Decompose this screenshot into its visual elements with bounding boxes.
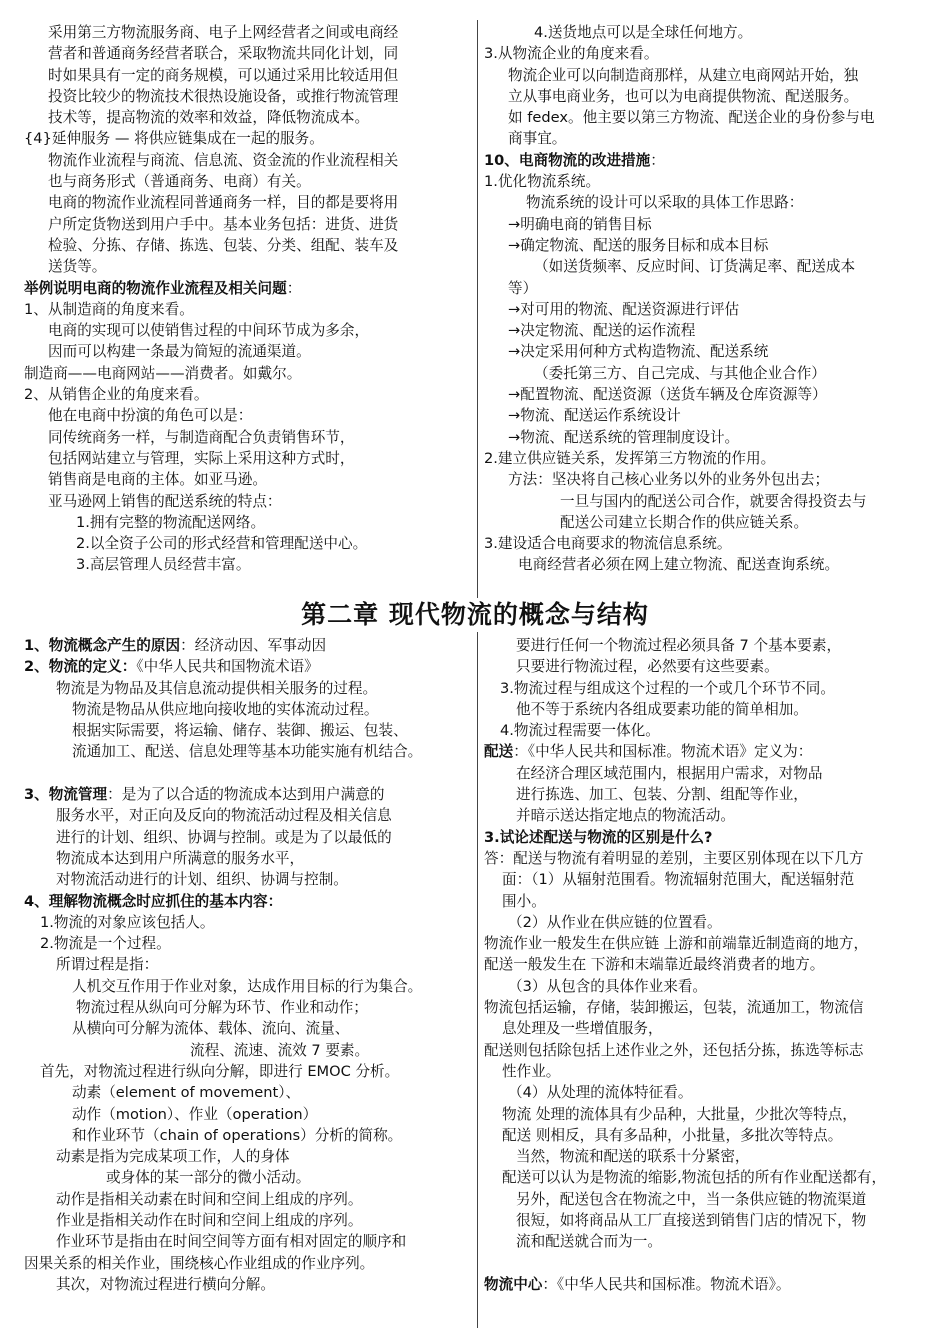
text-line [484, 635, 934, 656]
bold-heading: 4、理解物流概念时应抓住的基本内容： [24, 892, 283, 910]
line-text: 营者和普通商务经营者联合，采取物流共同化计划，同 [48, 45, 399, 63]
text-line [484, 827, 934, 848]
line-text: 商事宜。 [508, 130, 567, 148]
line-text: ： [650, 151, 665, 169]
text-line [20, 1253, 472, 1274]
text-line [20, 43, 472, 64]
text-line [20, 827, 472, 848]
line-text: 作业环节是指由在时间空间等方面有相对固定的顺序和 [56, 1233, 407, 1251]
text-line [484, 1125, 934, 1146]
line-text: 息处理及一些增值服务， [502, 1020, 663, 1038]
text-line [20, 256, 472, 277]
text-line [20, 1167, 472, 1188]
line-text: 动作是指相关动素在时间和空间上组成的序列。 [56, 1190, 363, 1208]
text-line [484, 1274, 934, 1295]
text-line [484, 491, 934, 512]
text-line [20, 214, 472, 235]
text-line [20, 65, 472, 86]
line-text: 人机交互作用于作业对象，达成作用目标的行为集合。 [72, 977, 423, 995]
text-line [484, 320, 934, 341]
text-line [20, 491, 472, 512]
line-text: 因而可以构建一条最为简短的流通渠道。 [48, 343, 311, 361]
line-text: 电商的实现可以使销售过程的中间环节成为多余， [48, 322, 370, 340]
text-line [20, 320, 472, 341]
line-text: 所谓过程是指： [56, 956, 159, 974]
line-text: 或身体的某一部分的微小活动。 [106, 1169, 311, 1187]
text-line [20, 912, 472, 933]
line-text: 物流作业流程与商流、信息流、资金流的作业流程相关 [48, 151, 399, 169]
line-text: 投资比较少的物流技术很热设施设备，或推行物流管理 [48, 87, 399, 105]
line-text: 性作业。 [502, 1062, 561, 1080]
line-text: 《中华人民共和国物流术语》 [136, 658, 319, 676]
line-text: 在经济合理区域范围内，根据用户需求，对物品 [516, 764, 823, 782]
text-line [484, 427, 934, 448]
line-text: 物流企业可以向制造商那样，从建立电商网站开始，独 [508, 66, 859, 84]
line-text: 动作（motion）、作业（operation） [72, 1105, 318, 1123]
text-line [20, 22, 472, 43]
text-line [20, 533, 472, 554]
line-text: 物流 处理的流体具有少品种，大批量，少批次等特点， [502, 1105, 857, 1123]
text-line [484, 1082, 934, 1103]
text-line [484, 805, 934, 826]
text-line [484, 384, 934, 405]
line-text: 电商的物流作业流程同普通商务一样，目的都是要将用 [48, 194, 399, 212]
line-text: 电商经营者必须在网上建立物流、配送查询系统。 [518, 556, 840, 574]
bold-heading: 举例说明电商的物流作业流程及相关问题 [24, 279, 287, 297]
text-line [20, 341, 472, 362]
line-text: 物流成本达到用户所满意的服务水平， [56, 849, 305, 867]
chapter-title: 第二章 现代物流的概念与结构 [301, 600, 649, 629]
text-line [20, 1061, 472, 1082]
line-text: 动素是指为完成某项工作，人的身体 [56, 1148, 290, 1166]
line-text: 作业是指相关动作在时间和空间上组成的序列。 [56, 1212, 363, 1230]
line-text: 销售商是电商的主体。如亚马逊。 [48, 471, 267, 489]
text-line [484, 86, 934, 107]
line-text: 他不等于系统内各组成要素功能的简单相加。 [516, 700, 808, 718]
text-line [484, 214, 934, 235]
line-text: 他在电商中扮演的角色可以是： [48, 407, 253, 425]
line-text: 对物流活动进行的计划、组织、协调与控制。 [56, 871, 348, 889]
line-text: →配置物流、配送资源（送货车辆及仓库资源等） [508, 386, 827, 404]
line-text: 物流作业一般发生在供应链 上游和前端靠近制造商的地方， [484, 935, 869, 953]
text-line [20, 1082, 472, 1103]
line-text: 其次，对物流过程进行横向分解。 [56, 1275, 275, 1293]
line-text: ：《中华人民共和国标准。物流术语》定义为： [513, 743, 813, 761]
line-text: 要进行任何一个物流过程必须具备 7 个基本要素， [516, 637, 842, 654]
line-text: 流通加工、配送、信息处理等基本功能实施有机结合。 [72, 743, 423, 761]
line-text: 并暗示送达指定地点的物流活动。 [516, 807, 735, 825]
text-line [20, 635, 472, 656]
text-line [484, 1189, 934, 1210]
text-line [484, 1061, 934, 1082]
text-line [484, 1231, 934, 1252]
text-line [20, 363, 472, 384]
line-text: 服务水平，对正向及反向的物流活动过程及相关信息 [56, 807, 392, 825]
text-line [20, 891, 472, 912]
text-line [20, 678, 472, 699]
text-line [20, 1231, 472, 1252]
line-text: →决定物流、配送的运作流程 [508, 322, 696, 340]
line-text: 答：配送与物流有着明显的差别，主要区别体现在以下几方 [484, 849, 864, 867]
line-text: →物流、配送运作系统设计 [508, 407, 681, 425]
line-text: 亚马逊网上销售的配送系统的特点： [48, 492, 282, 510]
text-line [20, 278, 472, 299]
text-line [20, 656, 472, 677]
line-text: →确定物流、配送的服务目标和成本目标 [508, 236, 769, 254]
bold-heading: 2、物流的定义： [24, 658, 137, 676]
line-text: 从横向可分解为流体、载体、流向、流量、 [72, 1020, 350, 1038]
line-text: 1、从制造商的角度来看。 [24, 300, 194, 318]
line-text: 3.从物流企业的角度来看。 [484, 45, 659, 63]
line-text: 配送公司建立长期合作的供应链关系。 [560, 513, 809, 531]
text-line [484, 128, 934, 149]
text-line [20, 384, 472, 405]
line-text: 采用第三方物流服务商、电子上网经营者之间或电商经 [48, 24, 399, 41]
text-line [484, 65, 934, 86]
text-line [20, 1210, 472, 1231]
line-text: 面：（1）从辐射范围看。物流辐射范围大，配送辐射范 [502, 871, 855, 889]
text-line [20, 763, 472, 784]
bold-heading: 物流中心 [484, 1275, 543, 1293]
text-line [20, 86, 472, 107]
text-line [20, 848, 472, 869]
line-text: ：经济动因、军事动因 [180, 637, 327, 654]
text-line [20, 192, 472, 213]
text-line [484, 469, 934, 490]
line-text: ： [286, 279, 302, 297]
bold-heading: 3.试论述配送与物流的区别是什么? [484, 828, 713, 846]
line-text: 1.物流的对象应该包括人。 [40, 913, 215, 931]
text-line [484, 448, 934, 469]
line-text: 包括网站建立与管理，实际上采用这种方式时， [48, 449, 355, 467]
text-line [484, 997, 934, 1018]
text-line [20, 805, 472, 826]
bottom-right-column [484, 635, 934, 1295]
text-line [20, 405, 472, 426]
line-text: 3.高层管理人员经营丰富。 [76, 556, 251, 574]
line-text: 2、从销售企业的角度来看。 [24, 386, 209, 404]
bold-heading: 1、物流概念产生的原因 [24, 637, 181, 654]
text-line [20, 512, 472, 533]
text-line [484, 891, 934, 912]
line-text: 配送一般发生在 下游和末端靠近最终消费者的地方。 [484, 956, 825, 974]
bold-heading: 3、物流管理 [24, 786, 108, 804]
text-line [484, 299, 934, 320]
line-text: （2）从作业在供应链的位置看。 [508, 913, 722, 931]
line-text: 动素（element of movement）、 [72, 1084, 301, 1102]
line-text: 2.物流是一个过程。 [40, 935, 171, 953]
line-text: 只要进行物流过程，必然要有这些要素。 [516, 658, 779, 676]
text-line [484, 1104, 934, 1125]
line-text: 技术等，提高物流的效率和效益，降低物流成本。 [48, 109, 370, 127]
top-right-column [484, 22, 934, 576]
line-text: 同传统商务一样，与制造商配合负责销售环节， [48, 428, 355, 446]
line-text: （委托第三方、自己完成、与其他企业合作） [534, 364, 826, 382]
text-line [20, 933, 472, 954]
line-text: 制造商——电商网站——消费者。如戴尔。 [24, 364, 302, 382]
bold-heading: 配送 [484, 743, 514, 761]
text-line [484, 192, 934, 213]
text-line [20, 299, 472, 320]
text-line [484, 976, 934, 997]
line-text: 4.物流过程需要一体化。 [500, 722, 660, 740]
line-text: 很短，如将商品从工厂直接送到销售门店的情况下，物 [516, 1212, 867, 1230]
text-line [484, 1167, 934, 1188]
line-text: 配送 则相反，具有多品种，小批量，多批次等特点。 [502, 1126, 843, 1144]
line-text: ：是为了以合适的物流成本达到用户满意的 [107, 786, 385, 804]
line-text: 另外，配送包含在物流之中，当一条供应链的物流渠道 [516, 1190, 867, 1208]
text-line [20, 1146, 472, 1167]
text-line [20, 235, 472, 256]
text-line [20, 171, 472, 192]
line-text: （4）从处理的流体特征看。 [508, 1084, 693, 1102]
line-text: 1.拥有完整的物流配送网络。 [76, 513, 266, 531]
line-text: 和作业环节（chain of operations）分析的简称。 [72, 1126, 403, 1144]
text-line [484, 533, 934, 554]
text-line [20, 699, 472, 720]
line-text: 配送可以认为是物流的缩影,物流包括的所有作业配送都有， [502, 1169, 887, 1187]
text-line [20, 128, 472, 149]
text-line [484, 954, 934, 975]
text-line [484, 912, 934, 933]
line-text: 物流是物品从供应地向接收地的实体流动过程。 [72, 700, 379, 718]
line-text: 物流过程从纵向可分解为环节、作业和动作； [76, 999, 368, 1017]
text-line [20, 427, 472, 448]
text-line [484, 784, 934, 805]
text-line [484, 699, 934, 720]
line-text: 当然，物流和配送的联系十分紧密， [516, 1148, 750, 1166]
text-line [484, 278, 934, 299]
line-text: （如送货频率、反应时间、订货满足率、配送成本 [534, 258, 856, 276]
column-divider-bottom [477, 632, 478, 1328]
text-line [484, 1253, 934, 1274]
bold-heading: 10、电商物流的改进措施 [484, 151, 651, 169]
text-line [484, 341, 934, 362]
text-line [484, 1018, 934, 1039]
line-text: 户所定货物送到用户手中。基本业务包括：进货、进货 [48, 215, 399, 233]
text-line [20, 741, 472, 762]
line-text: 3.建设适合电商要求的物流信息系统。 [484, 535, 732, 553]
text-line [20, 1189, 472, 1210]
line-text: 如 fedex。他主要以第三方物流、配送企业的身份参与电 [508, 109, 875, 127]
line-text: 1.优化物流系统。 [484, 173, 601, 191]
line-text: 3.物流过程与组成这个过程的一个或几个环节不同。 [500, 679, 835, 697]
text-line [20, 107, 472, 128]
text-line [484, 171, 934, 192]
line-text: 方法：坚决将自己核心业务以外的业务外包出去； [508, 471, 830, 489]
text-line [484, 150, 934, 171]
line-text: 立从事电商业务，也可以为电商提供物流、配送服务。 [508, 87, 859, 105]
line-text: 围小。 [502, 892, 546, 910]
text-line [20, 997, 472, 1018]
line-text: 2.以全资子公司的形式经营和管理配送中心。 [76, 535, 368, 553]
text-line [484, 656, 934, 677]
line-text: 送货等。 [48, 258, 107, 276]
text-line [20, 976, 472, 997]
text-line [484, 107, 934, 128]
line-text: 时如果具有一定的商务规模，可以通过采用比较适用但 [48, 66, 399, 84]
top-left-column [20, 22, 472, 576]
text-line [484, 720, 934, 741]
text-line [484, 22, 934, 43]
line-text: 也与商务形式（普通商务、电商）有关。 [48, 173, 311, 191]
bottom-left-column [20, 635, 472, 1295]
line-text: （3）从包含的具体作业来看。 [508, 977, 708, 995]
text-line [20, 1018, 472, 1039]
line-text: 配送则包括除包括上述作业之外，还包括分拣，拣选等标志 [484, 1041, 864, 1059]
text-line [484, 678, 934, 699]
line-text: 流程、流速、流效 7 要素。 [190, 1041, 370, 1059]
text-line [484, 235, 934, 256]
line-text: 因果关系的相关作业，围绕核心作业组成的作业序列。 [24, 1254, 375, 1272]
line-text: 等） [508, 279, 538, 297]
text-line [484, 43, 934, 64]
text-line [20, 954, 472, 975]
line-text: 物流系统的设计可以采取的具体工作思路： [526, 194, 804, 212]
line-text: 一旦与国内的配送公司合作，就要舍得投资去与 [560, 492, 867, 510]
text-line [484, 869, 934, 890]
text-line [484, 405, 934, 426]
text-line [484, 1146, 934, 1167]
text-line [484, 554, 934, 575]
text-line [20, 869, 472, 890]
line-text: 物流是为物品及其信息流动提供相关服务的过程。 [56, 679, 378, 697]
line-text: 根据实际需要，将运输、储存、装御、搬运、包装、 [72, 722, 408, 740]
line-text: 2.建立供应链关系，发挥第三方物流的作用。 [484, 449, 776, 467]
line-text: 流和配送就合而为一。 [516, 1233, 662, 1251]
text-line [484, 256, 934, 277]
line-text: 进行的计划、组织、协调与控制。或是为了以最低的 [56, 828, 392, 846]
text-line [484, 1040, 934, 1061]
text-line [484, 1210, 934, 1231]
text-line [484, 848, 934, 869]
text-line [484, 933, 934, 954]
text-line [20, 469, 472, 490]
line-text: 4.送货地点可以是全球任何地方。 [534, 24, 753, 41]
line-text: 物流包括运输，存储，装卸搬运，包装，流通加工，物流信 [484, 999, 864, 1017]
line-text: 进行拣选、加工、包装、分割、组配等作业， [516, 786, 808, 804]
line-text: 检验、分拣、存储、拣选、包装、分类、组配、装车及 [48, 236, 399, 254]
text-line [20, 1040, 472, 1061]
line-text: →对可用的物流、配送资源进行评估 [508, 300, 740, 318]
text-line [20, 720, 472, 741]
text-line [20, 150, 472, 171]
text-line [20, 1125, 472, 1146]
text-line [20, 1104, 472, 1125]
text-line [484, 763, 934, 784]
text-line [20, 448, 472, 469]
line-text: ：《中华人民共和国标准。物流术语》。 [542, 1275, 791, 1293]
line-text: →决定采用何种方式构造物流、配送系统 [508, 343, 769, 361]
text-line [484, 512, 934, 533]
line-text: 首先，对物流过程进行纵向分解，即进行 EMOC 分析。 [40, 1062, 400, 1080]
text-line [484, 363, 934, 384]
text-line [484, 741, 934, 762]
line-text: →明确电商的销售目标 [508, 215, 652, 233]
column-divider-top [477, 20, 478, 598]
text-line [20, 554, 472, 575]
text-line [20, 784, 472, 805]
text-line [20, 1274, 472, 1295]
line-text: {4}延伸服务 — 将供应链集成在一起的服务。 [24, 130, 324, 148]
line-text: →物流、配送系统的管理制度设计。 [508, 428, 740, 446]
